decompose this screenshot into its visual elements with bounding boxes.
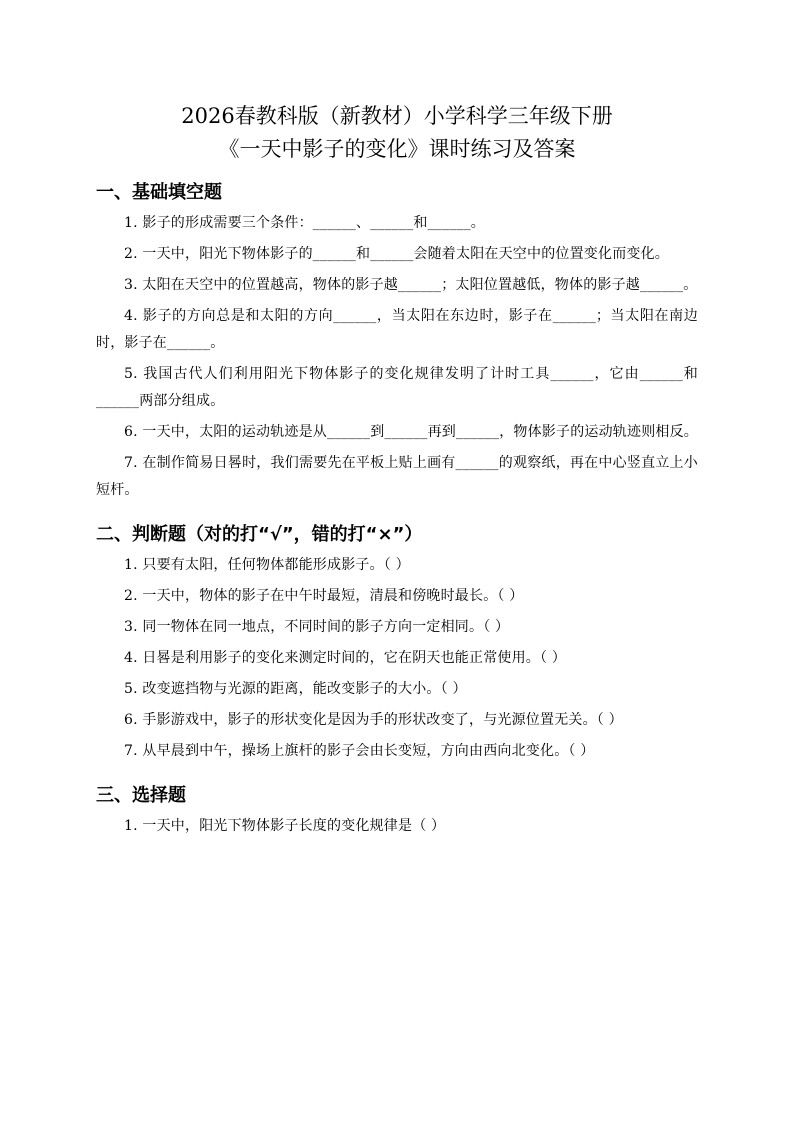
question-item: 4. 影子的方向总是和太阳的方向______，当太阳在东边时，影子在______；当太阳在南边时，影子在______。 — [96, 308, 698, 351]
question-item: 1. 一天中，阳光下物体影子长度的变化规律是（ ） — [124, 818, 446, 834]
section-heading: 二、判断题（对的打“√”，错的打“×”） — [96, 524, 423, 545]
question-item: 4. 日晷是利用影子的变化来测定时间的，它在阴天也能正常使用。（ ） — [124, 650, 567, 666]
title-block — [96, 100, 698, 166]
question-item: 3. 同一物体在同一地点，不同时间的影子方向一定相同。（ ） — [124, 619, 510, 635]
document-title-line-1: 2026春教科版（新教材）小学科学三年级下册 — [181, 104, 613, 128]
question-item: 5. 我国古代人们利用阳光下物体影子的变化规律发明了计时工具______，它由______和______两部分组成。 — [96, 366, 698, 409]
question-item: 1. 影子的形成需要三个条件：______、______和______。 — [124, 215, 486, 231]
section-heading: 三、选择题 — [96, 785, 186, 806]
question-item: 2. 一天中，阳光下物体影子的______和______会随着太阳在天空中的位置变化而变化。 — [124, 246, 670, 262]
section-true-false — [96, 522, 698, 765]
document-title-line-2: 《一天中影子的变化》课时练习及答案 — [218, 137, 576, 161]
question-item: 1. 只要有太阳，任何物体都能形成影子。（ ） — [124, 557, 410, 573]
question-item: 7. 从早晨到中午，操场上旗杆的影子会由长变短，方向由西向北变化。（ ） — [124, 743, 595, 759]
question-item: 6. 一天中，太阳的运动轨迹是从______到______再到______，物体影子的运动轨迹则相反。 — [124, 424, 699, 440]
question-item: 7. 在制作简易日晷时，我们需要先在平板上贴上画有______的观察纸，再在中心竖直立上小短杆。 — [96, 455, 698, 498]
question-item: 3. 太阳在天空中的位置越高，物体的影子越______；太阳位置越低，物体的影子越______。 — [124, 277, 698, 293]
question-item: 5. 改变遮挡物与光源的距离，能改变影子的大小。（ ） — [124, 681, 467, 697]
question-item: 6. 手影游戏中，影子的形状变化是因为手的形状改变了，与光源位置无关。（ ） — [124, 712, 623, 728]
section-fill-in-blank — [96, 180, 698, 504]
section-heading: 一、基础填空题 — [96, 182, 222, 203]
section-multiple-choice — [96, 783, 698, 840]
question-item: 2. 一天中，物体的影子在中午时最短，清晨和傍晚时最长。（ ） — [124, 588, 524, 604]
